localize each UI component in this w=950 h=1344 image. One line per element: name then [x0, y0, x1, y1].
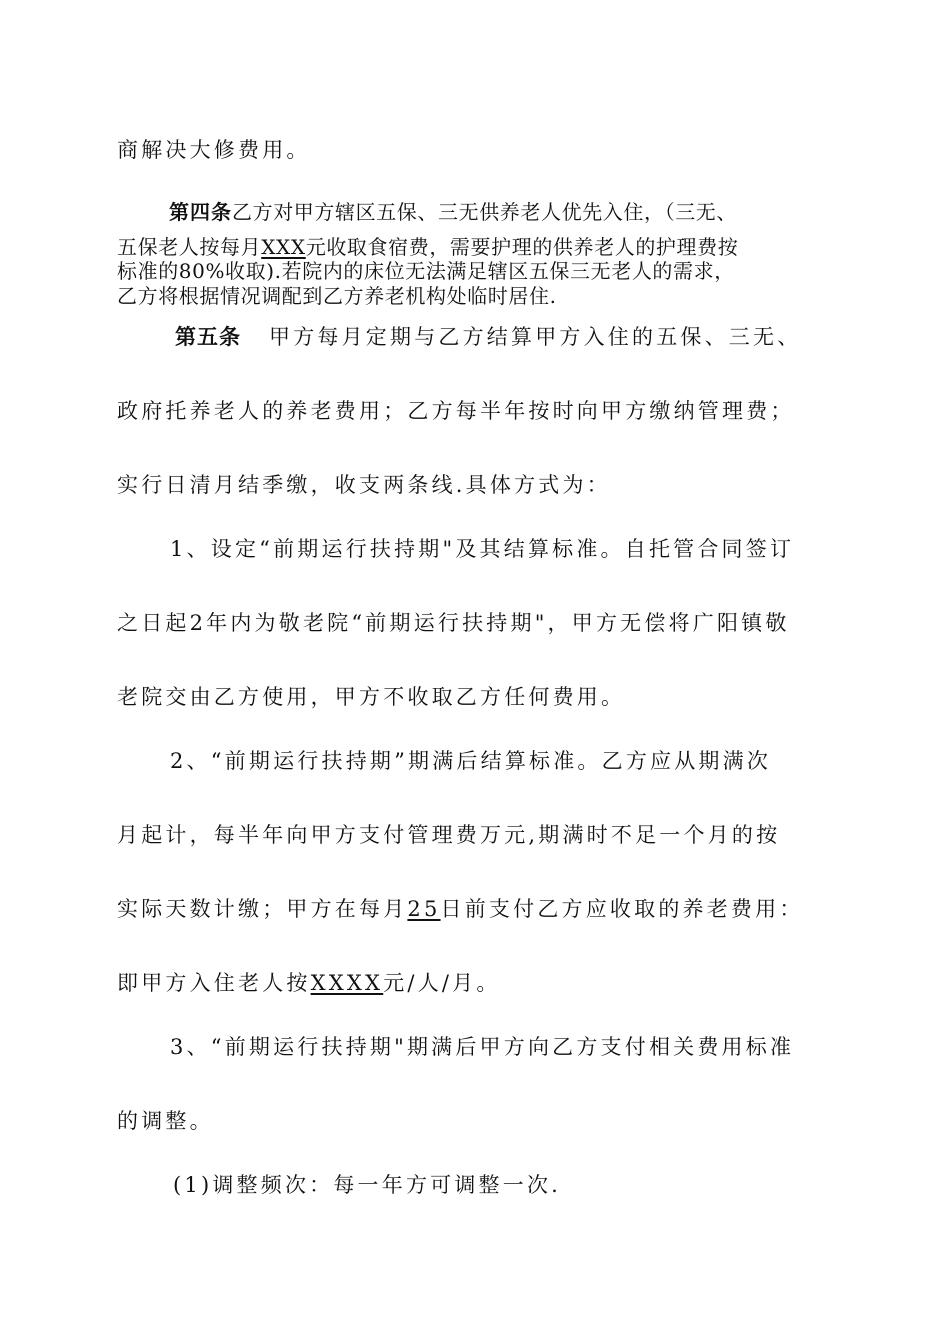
article-4-line-1: 第四条乙方对甲方辖区五保、三无供养老人优先入住，（三无、	[169, 200, 737, 224]
article-4-line-4: 乙方将根据情况调配到乙方养老机构处临时居住.	[117, 284, 557, 308]
text-line: 月起计，每半年向甲方支付管理费万元,期满时不足一个月的按	[117, 823, 781, 847]
item-1-line-1: 1、设定“前期运行扶持期"及其结算标准。自托管合同签订	[170, 537, 795, 561]
text-line: 商解决大修费用。	[117, 138, 311, 162]
item-3-line-1: 3、“前期运行扶持期"期满后甲方向乙方支付相关费用标准	[170, 1035, 795, 1059]
article-4-title: 第四条	[169, 200, 232, 224]
text-line: 的调整。	[117, 1109, 214, 1133]
text-line: 实行日清月结季缴，收支两条线.具体方式为：	[117, 473, 611, 497]
payment-day-value: 25	[407, 897, 441, 921]
article-4-line-3: 标准的80%收取).若院内的床位无法满足辖区五保三无老人的需求，	[117, 259, 735, 283]
text-line: 老院交由乙方使用，甲方不收取乙方任何费用。	[117, 685, 626, 709]
item-2-line-3: 实际天数计缴；甲方在每月25日前支付乙方应收取的养老费用：	[117, 897, 804, 921]
article-5-line-1: 第五条 甲方每月定期与乙方结算甲方入住的五保、三无、	[175, 324, 802, 349]
item-3-sub-1: (1)调整频次：每一年方可调整一次.	[173, 1173, 562, 1197]
meal-fee-placeholder: XXX	[261, 235, 306, 259]
article-5-title: 第五条	[175, 324, 241, 349]
article-4-line-2: 五保老人按每月XXX元收取食宿费，需要护理的供养老人的护理费按	[117, 235, 739, 259]
item-2-line-1: 2、“前期运行扶持期”期满后结算标准。乙方应从期满次	[170, 749, 772, 773]
text-line: 政府托养老人的养老费用；乙方每半年按时向甲方缴纳管理费；	[117, 399, 795, 423]
text-line: 之日起2年内为敬老院“前期运行扶持期"，甲方无偿将广阳镇敬	[117, 611, 790, 635]
monthly-fee-placeholder: XXXX	[310, 971, 384, 995]
item-2-line-4: 即甲方入住老人按XXXX元/人/月。	[117, 971, 501, 995]
